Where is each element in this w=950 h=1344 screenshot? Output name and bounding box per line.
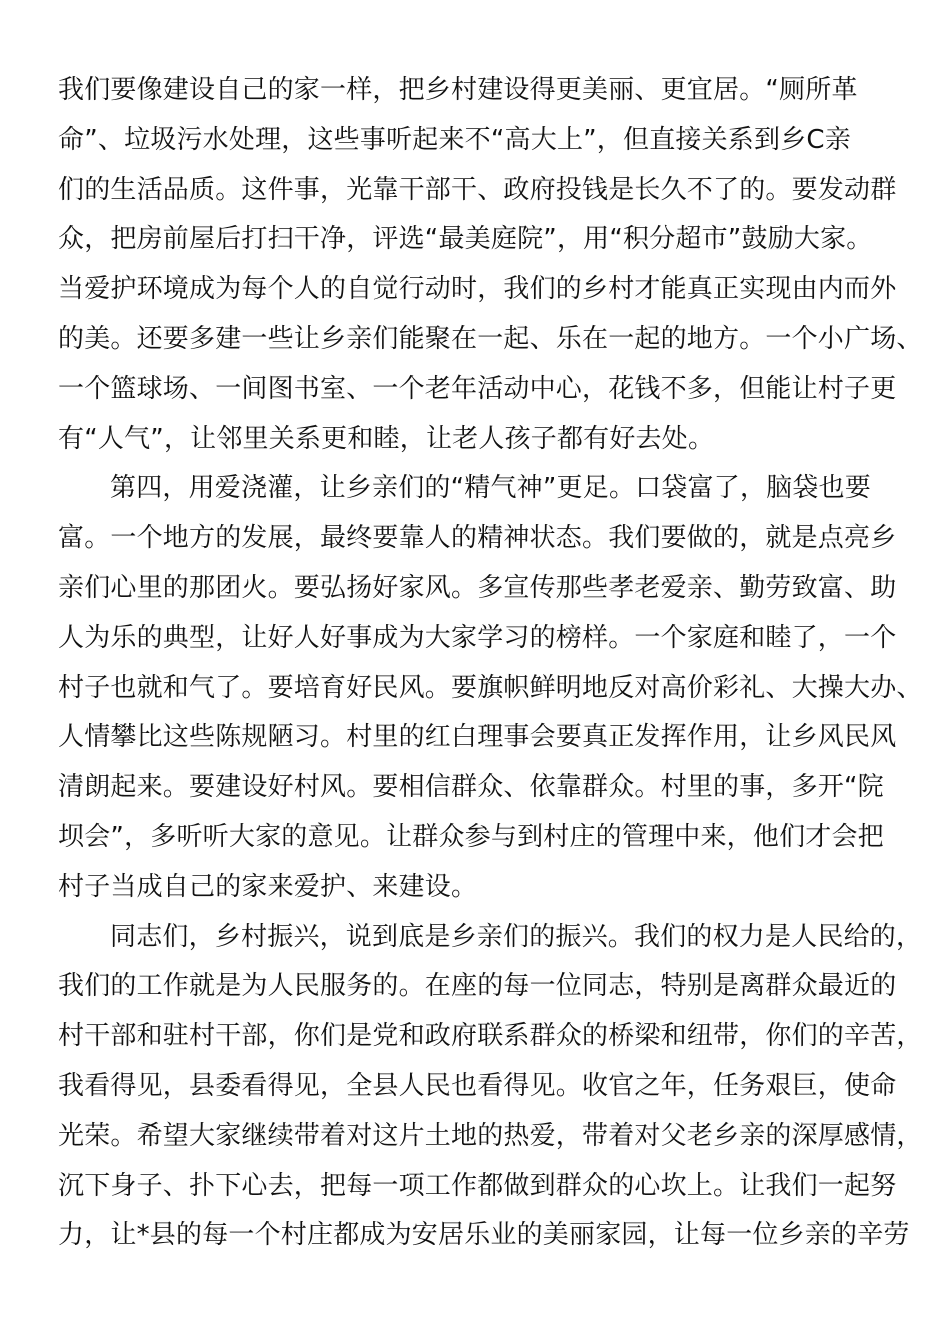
text-line: 富。一个地方的发展，最终要靠人的精神状态。我们要做的，就是点亮乡 xyxy=(58,523,897,554)
text-line: 亲们心里的那团火。要弘扬好家风。多宣传那些孝老爱亲、勤劳致富、助 xyxy=(58,572,897,603)
text-line: 人为乐的典型，让好人好事成为大家学习的榜样。一个家庭和睦了，一个 xyxy=(58,622,897,653)
text-line: 光荣。希望大家继续带着对这片土地的热爱，带着对父老乡亲的深厚感情， xyxy=(58,1120,923,1151)
text-line: 命”、垃圾污水处理，这些事听起来不“高大上”，但直接关系到乡C亲 xyxy=(58,124,851,155)
text-line: 沉下身子、扑下心去，把每一项工作都做到群众的心坎上。让我们一起努 xyxy=(58,1170,897,1201)
text-line: 众，把房前屋后打扫干净，评选“最美庭院”，用“积分超市”鼓励大家。 xyxy=(58,224,873,255)
text-line: 有“人气”，让邻里关系更和睦，让老人孩子都有好去处。 xyxy=(58,423,715,454)
text-line: 清朗起来。要建设好村风。要相信群众、依靠群众。村里的事，多开“院 xyxy=(58,772,884,803)
text-line: 人情攀比这些陈规陋习。村里的红白理事会要真正发挥作用，让乡风民风 xyxy=(58,722,897,753)
text-line: 力，让*县的每一个村庄都成为安居乐业的美丽家园，让每一位乡亲的辛劳 xyxy=(58,1220,910,1251)
text-line: 村干部和驻村干部，你们是党和政府联系群众的桥梁和纽带，你们的辛苦， xyxy=(58,1021,923,1052)
text-line: 坝会”，多听听大家的意见。让群众参与到村庄的管理中来，他们才会把 xyxy=(58,821,884,852)
text-line: 村子当成自己的家来爱护、来建设。 xyxy=(58,871,478,902)
text-line: 村子也就和气了。要培育好民风。要旗帜鲜明地反对高价彩礼、大操大办、 xyxy=(58,672,923,703)
text-line: 们的生活品质。这件事，光靠干部干、政府投钱是长久不了的。要发动群 xyxy=(58,174,897,205)
text-line: 我们的工作就是为人民服务的。在座的每一位同志，特别是离群众最近的 xyxy=(58,971,897,1002)
paragraph-first-line: 同志们，乡村振兴，说到底是乡亲们的振兴。我们的权力是人民给的， xyxy=(110,921,923,952)
text-line: 我们要像建设自己的家一样，把乡村建设得更美丽、更宜居。“厕所革 xyxy=(58,75,858,105)
paragraph-first-line: 第四，用爱浇灌，让乡亲们的“精气神”更足。口袋富了，脑袋也要 xyxy=(110,473,871,504)
text-line: 一个篮球场、一间图书室、一个老年活动中心，花钱不多，但能让村子更 xyxy=(58,373,897,404)
text-line: 当爱护环境成为每个人的自觉行动时，我们的乡村才能真正实现由内而外 xyxy=(58,274,897,305)
text-line: 的美。还要多建一些让乡亲们能聚在一起、乐在一起的地方。一个小广场、 xyxy=(58,323,923,354)
text-line: 我看得见，县委看得见，全县人民也看得见。收官之年，任务艰巨，使命 xyxy=(58,1070,897,1101)
document-body xyxy=(58,66,923,1261)
